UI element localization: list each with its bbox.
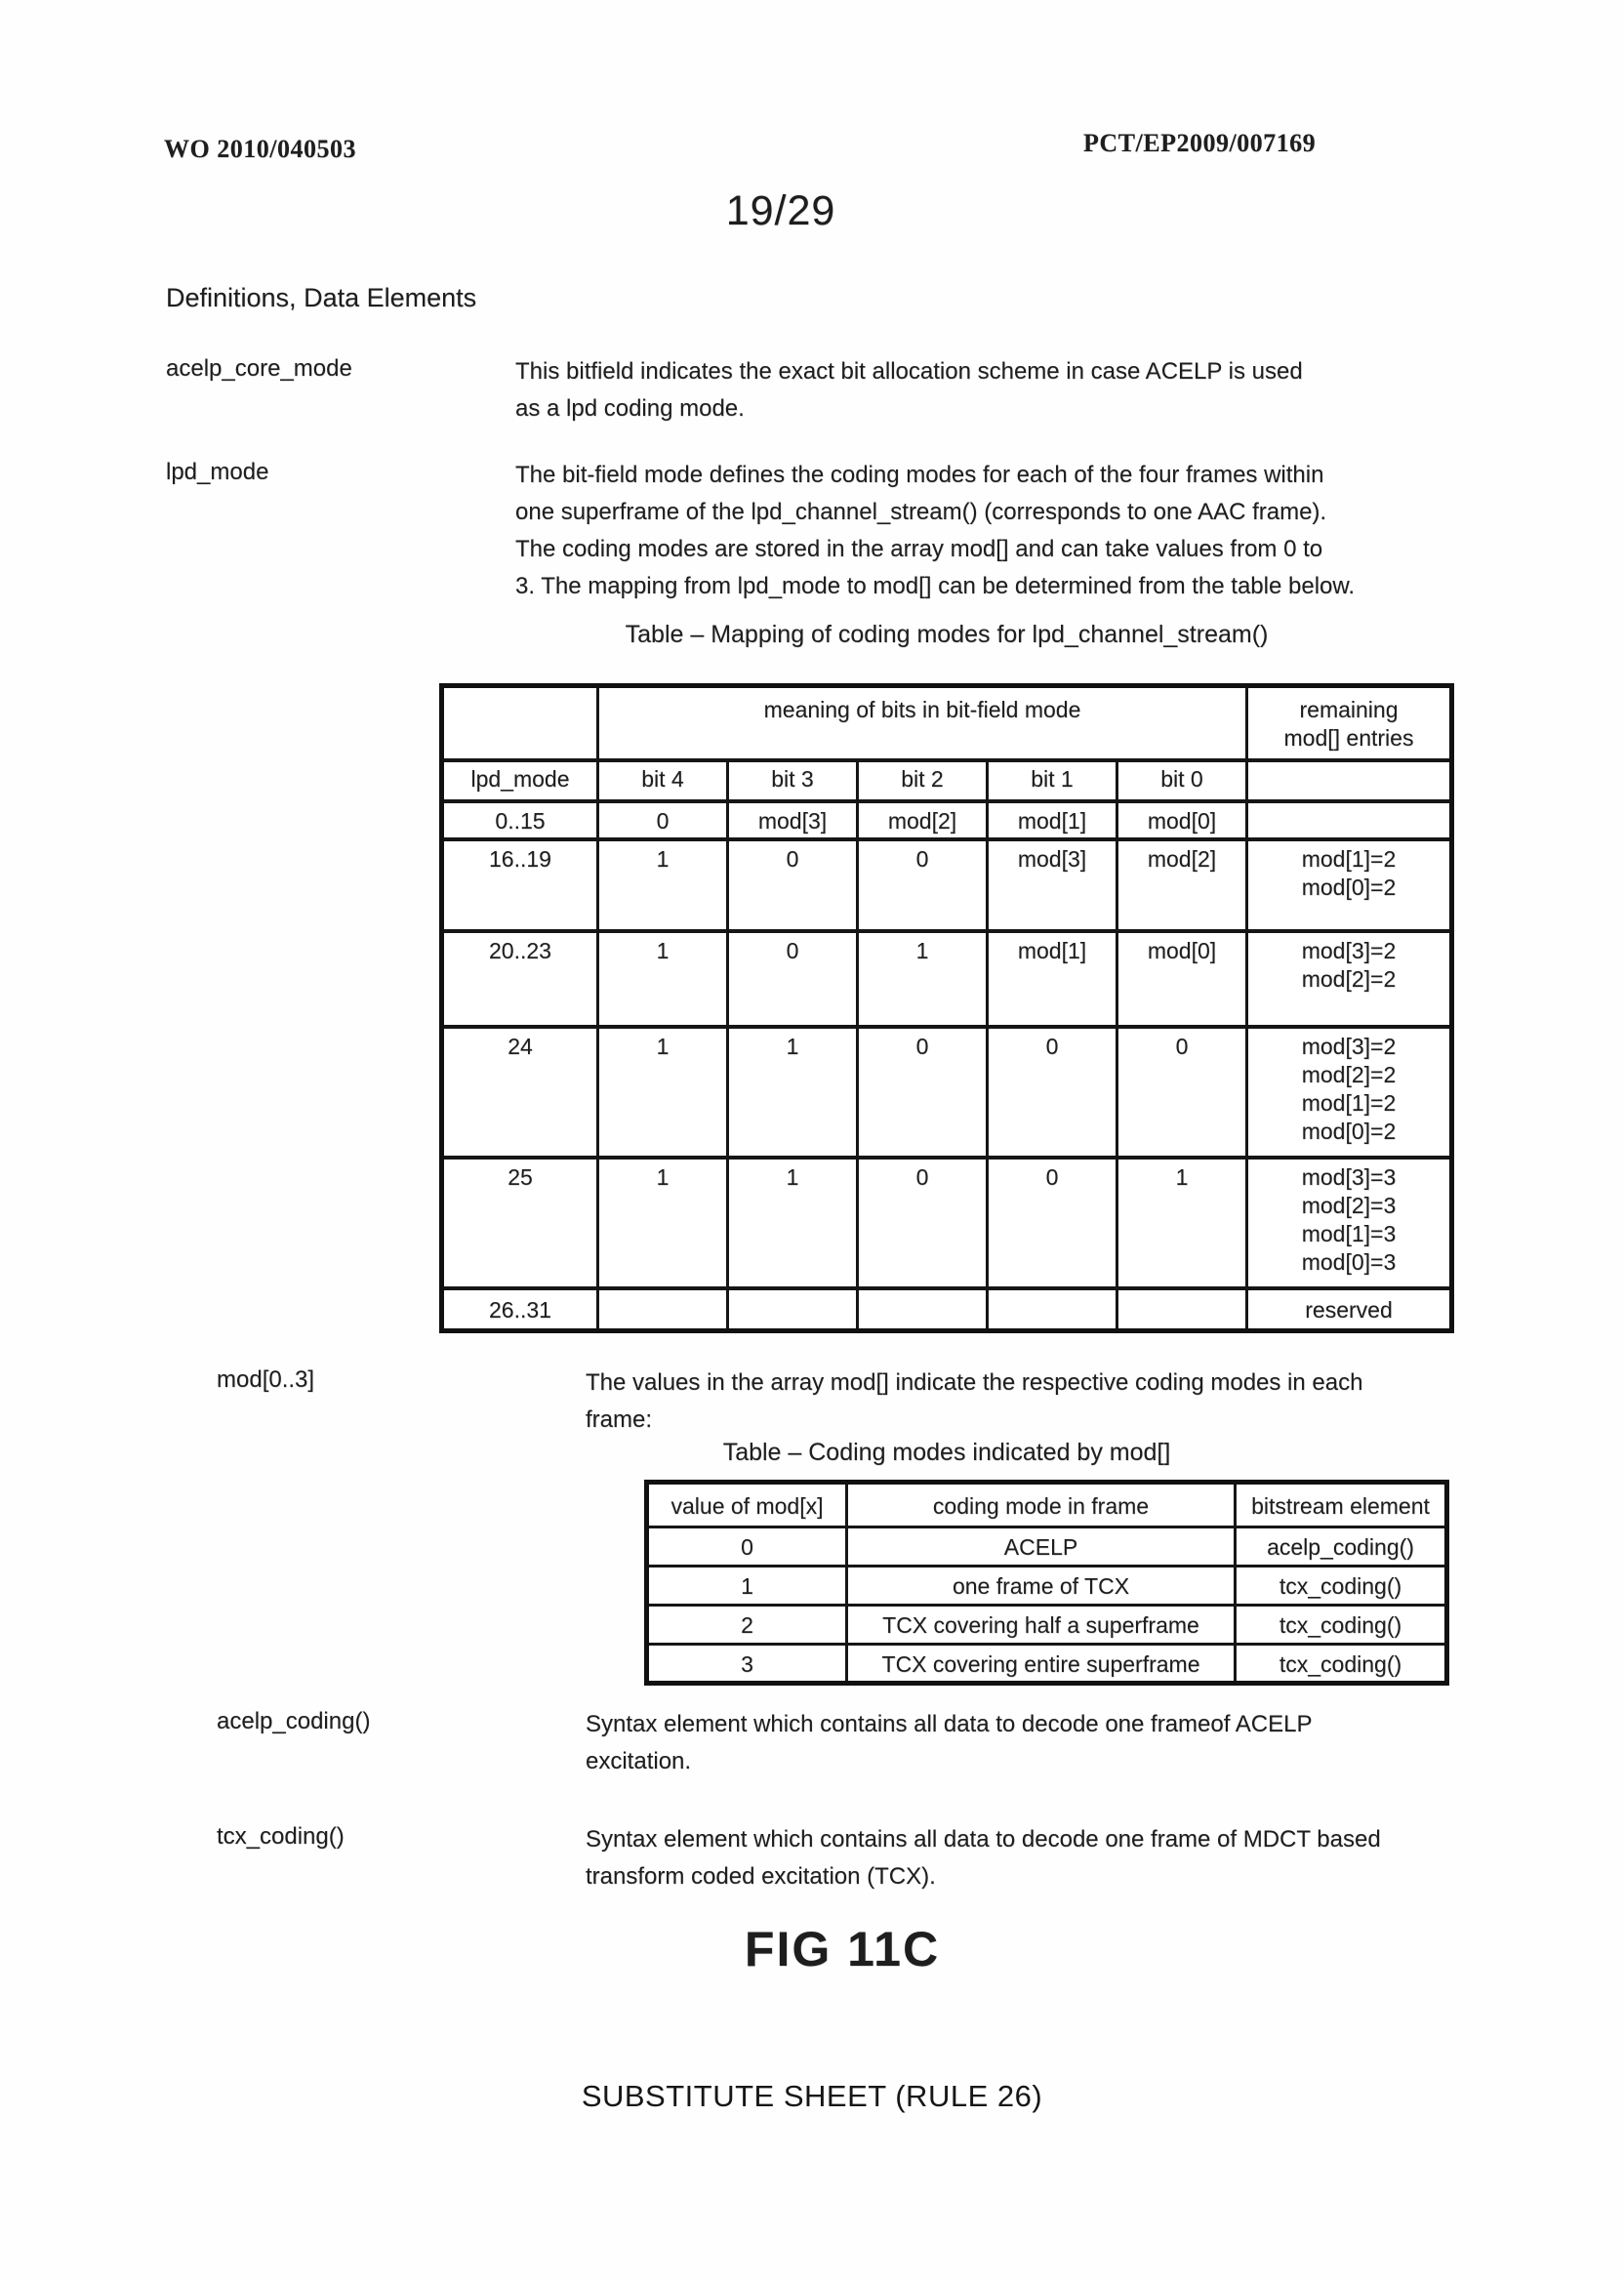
table-row bbox=[647, 1645, 1447, 1684]
table-cell: 1 bbox=[1117, 1158, 1247, 1288]
table-cell bbox=[988, 1288, 1117, 1331]
table-cell bbox=[598, 1288, 728, 1331]
column-header: bit 2 bbox=[858, 760, 988, 801]
table-cell: 1 bbox=[598, 839, 728, 931]
table-header-row bbox=[647, 1483, 1447, 1527]
table-row bbox=[442, 1158, 1452, 1288]
table-cell: 24 bbox=[442, 1027, 598, 1158]
table-cell: mod[3] bbox=[728, 801, 858, 839]
definition-acelp-coding bbox=[166, 1706, 1464, 1780]
table-cell: 0 bbox=[988, 1027, 1117, 1158]
definition-description: The values in the array mod[] indicate the respective coding modes in each frame: bbox=[586, 1369, 1363, 1433]
table-cell bbox=[1247, 760, 1452, 801]
table-row bbox=[647, 1606, 1447, 1645]
definition-term: tcx_coding() bbox=[217, 1823, 345, 1850]
table-cell: 0 bbox=[1117, 1027, 1247, 1158]
table-cell: ACELP bbox=[847, 1527, 1236, 1567]
table-cell: acelp_coding() bbox=[1236, 1527, 1447, 1567]
table-cell: 25 bbox=[442, 1158, 598, 1288]
table-row bbox=[442, 931, 1452, 1027]
column-header: bit 0 bbox=[1117, 760, 1247, 801]
table-cell: mod[3] bbox=[988, 839, 1117, 931]
column-header: bit 3 bbox=[728, 760, 858, 801]
table-cell: 0 bbox=[858, 839, 988, 931]
table-cell: mod[3]=2 mod[2]=2 mod[1]=2 mod[0]=2 bbox=[1247, 1027, 1452, 1158]
definition-description: The bit-field mode defines the coding modes for each of the four frames within one superframe of the lpd_channel_stream() (corresponds to one AAC frame). The coding modes are stored in the array mod[] and can take values from 0 to 3. The mapping from lpd_mode to mod[] can be determined from the table below. bbox=[515, 462, 1356, 599]
table-cell: tcx_coding() bbox=[1236, 1645, 1447, 1684]
table-cell: mod[2] bbox=[1117, 839, 1247, 931]
column-header: bit 1 bbox=[988, 760, 1117, 801]
table-cell: 0 bbox=[728, 931, 858, 1027]
section-heading: Definitions, Data Elements bbox=[166, 283, 477, 312]
table-coding-modes-mod bbox=[644, 1480, 1449, 1686]
table1-caption: Table – Mapping of coding modes for lpd_channel_stream() bbox=[625, 621, 1269, 648]
definition-term: acelp_core_mode bbox=[166, 355, 352, 382]
table-cell: 0 bbox=[858, 1027, 988, 1158]
table-header-row bbox=[442, 760, 1452, 801]
table-cell: mod[3]=3 mod[2]=3 mod[1]=3 mod[0]=3 bbox=[1247, 1158, 1452, 1288]
footer-text: SUBSTITUTE SHEET (RULE 26) bbox=[581, 2079, 1043, 2113]
application-number: PCT/EP2009/007169 bbox=[1083, 129, 1317, 157]
table-cell: 0..15 bbox=[442, 801, 598, 839]
definition-tcx-coding bbox=[166, 1821, 1464, 1895]
table-cell: tcx_coding() bbox=[1236, 1606, 1447, 1645]
definition-description: This bitfield indicates the exact bit allocation scheme in case ACELP is used as a lpd coding mode. bbox=[515, 358, 1303, 422]
table-cell: mod[0] bbox=[1117, 801, 1247, 839]
definition-lpd-mode bbox=[166, 457, 1464, 605]
column-header: lpd_mode bbox=[442, 760, 598, 801]
table-cell: 1 bbox=[598, 1158, 728, 1288]
definition-description: Syntax element which contains all data to decode one frame of MDCT based transform coded excitation (TCX). bbox=[586, 1826, 1381, 1890]
table-cell: 0 bbox=[728, 839, 858, 931]
definition-term: lpd_mode bbox=[166, 459, 269, 485]
table-cell: 0 bbox=[858, 1158, 988, 1288]
table-cell: mod[1] bbox=[988, 801, 1117, 839]
table-row bbox=[442, 1027, 1452, 1158]
table-cell: reserved bbox=[1247, 1288, 1452, 1331]
definition-acelp-core-mode bbox=[166, 353, 1464, 428]
table-cell: 0 bbox=[647, 1527, 847, 1567]
table-cell: 20..23 bbox=[442, 931, 598, 1027]
table-row bbox=[647, 1527, 1447, 1567]
table-cell: 0 bbox=[988, 1158, 1117, 1288]
table-cell: TCX covering half a superframe bbox=[847, 1606, 1236, 1645]
table-cell: 1 bbox=[728, 1158, 858, 1288]
table-cell: tcx_coding() bbox=[1236, 1567, 1447, 1606]
definition-term: mod[0..3] bbox=[217, 1366, 315, 1393]
table-cell: 16..19 bbox=[442, 839, 598, 931]
table-cell bbox=[1117, 1288, 1247, 1331]
table-mapping-coding-modes bbox=[439, 683, 1454, 1333]
table-cell: 26..31 bbox=[442, 1288, 598, 1331]
table-cell bbox=[858, 1288, 988, 1331]
table-group-header: meaning of bits in bit-field mode bbox=[598, 686, 1247, 760]
table-cell bbox=[728, 1288, 858, 1331]
publication-number: WO 2010/040503 bbox=[164, 135, 356, 163]
table-cell: 2 bbox=[647, 1606, 847, 1645]
table-cell: 0 bbox=[598, 801, 728, 839]
column-header: coding mode in frame bbox=[847, 1483, 1236, 1527]
table-cell: 1 bbox=[598, 1027, 728, 1158]
table-row bbox=[442, 801, 1452, 839]
definition-term: acelp_coding() bbox=[217, 1708, 371, 1734]
table-remaining-header: remaining mod[] entries bbox=[1247, 686, 1452, 760]
column-header: value of mod[x] bbox=[647, 1483, 847, 1527]
table-cell: 1 bbox=[647, 1567, 847, 1606]
table-row bbox=[442, 839, 1452, 931]
table-row bbox=[442, 1288, 1452, 1331]
definition-description: Syntax element which contains all data to decode one frameof ACELP excitation. bbox=[586, 1711, 1313, 1774]
figure-label: FIG 11C bbox=[744, 1922, 941, 1976]
table-cell: mod[3]=2 mod[2]=2 bbox=[1247, 931, 1452, 1027]
table-cell: 3 bbox=[647, 1645, 847, 1684]
table-cell: mod[1]=2 mod[0]=2 bbox=[1247, 839, 1452, 931]
table-cell: mod[0] bbox=[1117, 931, 1247, 1027]
table-cell: mod[1] bbox=[988, 931, 1117, 1027]
column-header: bitstream element bbox=[1236, 1483, 1447, 1527]
table-cell bbox=[442, 686, 598, 760]
table-cell: one frame of TCX bbox=[847, 1567, 1236, 1606]
table-cell: 1 bbox=[728, 1027, 858, 1158]
table2-caption: Table – Coding modes indicated by mod[] bbox=[722, 1439, 1171, 1466]
table-cell: 1 bbox=[598, 931, 728, 1027]
table-row bbox=[442, 686, 1452, 760]
column-header: bit 4 bbox=[598, 760, 728, 801]
table-cell: mod[2] bbox=[858, 801, 988, 839]
definition-mod-array bbox=[166, 1364, 1464, 1439]
table-cell: TCX covering entire superframe bbox=[847, 1645, 1236, 1684]
table-cell bbox=[1247, 801, 1452, 839]
page-indicator: 19/29 bbox=[725, 187, 836, 234]
table-row bbox=[647, 1567, 1447, 1606]
table-cell: 1 bbox=[858, 931, 988, 1027]
